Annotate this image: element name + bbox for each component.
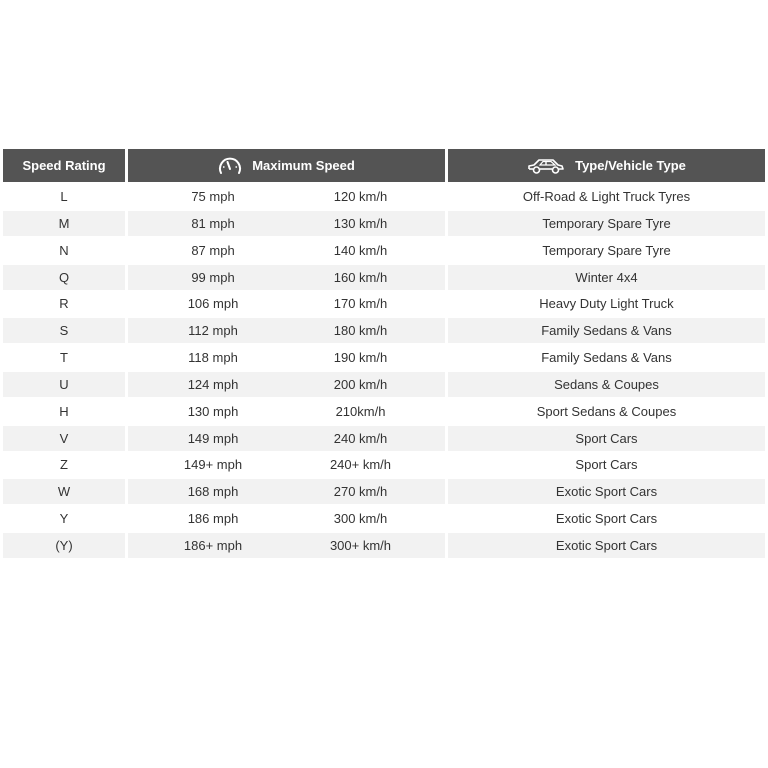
maximum-speed-cell: [128, 265, 445, 290]
header-speed-rating-label: Speed Rating: [22, 158, 106, 173]
vehicle-type-cell: Temporary Spare Tyre: [542, 242, 671, 258]
speed-rating-cell: Y: [59, 511, 69, 527]
maximum-speed-cell: [128, 533, 445, 558]
table-body: [3, 184, 765, 558]
maximum-speed-cell: [128, 184, 445, 209]
speed-kmh: 170 km/h: [333, 296, 388, 312]
table-header: [3, 149, 765, 182]
speed-kmh: 140 km/h: [333, 242, 388, 258]
maximum-speed-cell: [128, 345, 445, 370]
vehicle-type-cell: Sport Cars: [448, 426, 765, 451]
maximum-speed-cell: [128, 479, 445, 504]
table-row: [3, 265, 765, 290]
speed-kmh: 130 km/h: [333, 215, 388, 231]
maximum-speed-cell: [128, 291, 445, 316]
table-row: [3, 426, 765, 451]
speed-mph: 186 mph: [187, 511, 239, 527]
table-row: [3, 479, 765, 504]
speed-mph: 112 mph: [188, 323, 238, 339]
speed-mph: 168 mph: [187, 484, 239, 500]
speed-rating-cell: H: [59, 403, 69, 419]
speed-mph: 106 mph: [187, 296, 239, 312]
speed-rating-cell: N: [59, 242, 69, 258]
maximum-speed-cell: [128, 506, 445, 531]
speed-kmh: 240+ km/h: [329, 457, 392, 473]
speed-mph: 75 mph: [191, 189, 235, 204]
speed-kmh: 200 km/h: [333, 376, 388, 392]
vehicle-type-cell: Exotic Sport Cars: [448, 533, 765, 558]
table-row: [3, 184, 765, 209]
header-maximum-speed: [128, 149, 445, 182]
speed-rating-table: [3, 149, 765, 560]
vehicle-type-cell: Exotic Sport Cars: [555, 511, 658, 527]
header-vehicle-type: [448, 149, 765, 182]
header-speed-rating: [3, 149, 125, 182]
speed-rating-cell: Q: [3, 265, 125, 290]
table-row: [3, 506, 765, 531]
speed-mph: 186+ mph: [183, 537, 243, 553]
vehicle-type-cell: Winter 4x4: [448, 265, 765, 290]
speed-mph: 149+ mph: [183, 457, 243, 473]
vehicle-type-cell: Exotic Sport Cars: [448, 479, 765, 504]
vehicle-type-cell: Off-Road & Light Truck Tyres: [522, 189, 691, 204]
table-row: [3, 345, 765, 370]
speed-mph: 130 mph: [187, 403, 239, 419]
table-row: [3, 452, 765, 477]
vehicle-type-cell: Heavy Duty Light Truck: [539, 296, 674, 312]
speed-rating-cell: Z: [60, 457, 68, 473]
speed-mph: 81 mph: [191, 215, 235, 231]
speed-mph: 99 mph: [191, 269, 235, 285]
speed-rating-cell: T: [60, 350, 68, 366]
vehicle-type-cell: Family Sedans & Vans: [541, 350, 672, 366]
speed-kmh: 210km/h: [335, 403, 386, 419]
table-row: [3, 372, 765, 397]
speed-rating-cell: L: [60, 189, 68, 204]
maximum-speed-cell: [128, 211, 445, 236]
table-row: [3, 211, 765, 236]
speed-kmh: 190 km/h: [333, 350, 388, 366]
header-vehicle-type-label: Type/Vehicle Type: [575, 158, 686, 173]
speed-rating-cell: (Y): [3, 533, 125, 558]
header-maximum-speed-label: Maximum Speed: [252, 158, 355, 173]
speed-kmh: 180 km/h: [333, 323, 388, 339]
table-row: [3, 291, 765, 316]
speed-mph: 118 mph: [188, 350, 238, 366]
speed-kmh: 270 km/h: [333, 484, 388, 500]
car-icon: [527, 157, 565, 175]
speed-rating-cell: V: [3, 426, 125, 451]
speed-mph: 124 mph: [187, 376, 239, 392]
table-row: [3, 318, 765, 343]
speed-mph: 87 mph: [191, 242, 235, 258]
speed-kmh: 300 km/h: [333, 511, 388, 527]
table-row: [3, 533, 765, 558]
speed-mph: 149 mph: [187, 430, 239, 446]
maximum-speed-cell: [128, 318, 445, 343]
speed-rating-cell: S: [3, 318, 125, 343]
vehicle-type-cell: Temporary Spare Tyre: [448, 211, 765, 236]
speed-kmh: 160 km/h: [333, 269, 388, 285]
maximum-speed-cell: [128, 238, 445, 263]
speed-rating-cell: U: [3, 372, 125, 397]
speed-kmh: 300+ km/h: [329, 537, 392, 553]
maximum-speed-cell: [128, 372, 445, 397]
maximum-speed-cell: [128, 426, 445, 451]
speed-rating-cell: R: [59, 296, 69, 312]
vehicle-type-cell: Family Sedans & Vans: [448, 318, 765, 343]
maximum-speed-cell: [128, 399, 445, 424]
vehicle-type-cell: Sport Sedans & Coupes: [536, 403, 677, 419]
vehicle-type-cell: Sport Cars: [575, 457, 638, 473]
speed-rating-cell: M: [3, 211, 125, 236]
speedometer-icon: [218, 156, 242, 176]
table-row: [3, 399, 765, 424]
speed-rating-cell: W: [3, 479, 125, 504]
maximum-speed-cell: [128, 452, 445, 477]
table-row: [3, 238, 765, 263]
speed-kmh: 120 km/h: [333, 189, 388, 204]
vehicle-type-cell: Sedans & Coupes: [448, 372, 765, 397]
speed-kmh: 240 km/h: [333, 430, 388, 446]
